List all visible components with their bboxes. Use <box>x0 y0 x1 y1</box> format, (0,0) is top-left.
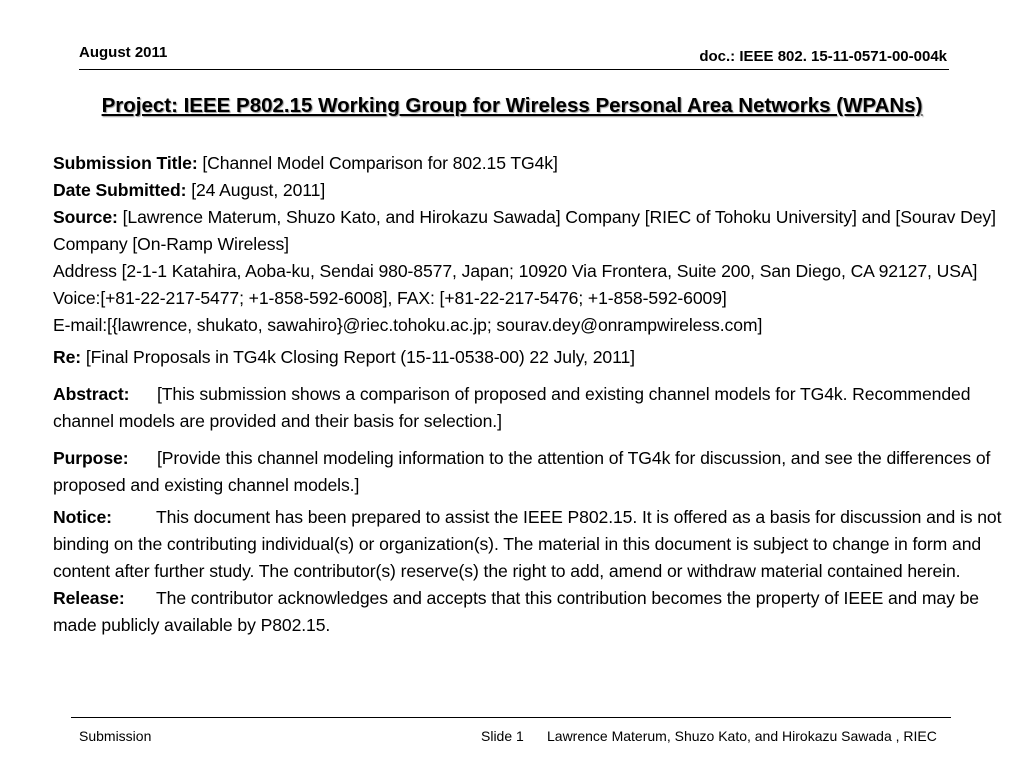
submission-title-value: [Channel Model Comparison for 802.15 TG4k] <box>197 153 558 173</box>
submission-title-label: Submission Title: <box>53 153 198 173</box>
source-value: [Lawrence Materum, Shuzo Kato, and Hirokazu Sawada] Company [RIEC of Tohoku University] and [Sourav Dey] Company [On-Ramp Wireless] <box>53 207 996 254</box>
re-value: [Final Proposals in TG4k Closing Report (15-11-0538-00) 22 July, 2011] <box>81 347 635 367</box>
date-submitted-line <box>53 177 1003 204</box>
footer-divider <box>71 717 951 718</box>
re-line <box>53 344 1003 371</box>
notice-block <box>53 504 1003 585</box>
voice-fax-line: Voice:[+81-22-217-5477; +1-858-592-6008], FAX: [+81-22-217-5476; +1-858-592-6009] <box>53 288 727 308</box>
date-submitted-value: [24 August, 2011] <box>186 180 326 200</box>
submission-title-line <box>53 150 1003 177</box>
release-value: The contributor acknowledges and accepts that this contribution becomes the property of IEEE and may be made publicly available by P802.15. <box>53 588 979 635</box>
abstract-value: [This submission shows a comparison of proposed and existing channel models for TG4k. Recommended channel models are provided and their basis for selection.] <box>53 384 971 431</box>
address-line: Address [2-1-1 Katahira, Aoba-ku, Sendai 980-8577, Japan; 10920 Via Frontera, Suite 200, San Diego, CA 92127, USA] <box>53 261 978 281</box>
footer-submission: Submission <box>79 728 152 744</box>
notice-value: This document has been prepared to assist the IEEE P802.15. It is offered as a basis for discussion and is not binding on the contributing individual(s) or organization(s). The material in this document is subject to change in form and content after further study. The contributor(s) reserve(s) the right to add, amend or withdraw material contained herein. <box>53 507 1002 581</box>
header-divider <box>79 69 949 70</box>
date-submitted-label: Date Submitted: <box>53 180 187 200</box>
header-date: August 2011 <box>79 44 168 61</box>
release-block <box>53 585 1003 639</box>
document-body <box>53 150 1003 639</box>
source-label: Source: <box>53 207 118 227</box>
header-doc-id: doc.: IEEE 802. 15-11-0571-00-004k <box>699 48 947 65</box>
release-label: Release: <box>53 588 125 608</box>
purpose-block <box>53 445 1003 499</box>
source-line <box>53 204 1003 258</box>
purpose-value: [Provide this channel modeling information to the attention of TG4k for discussion, and see the differences of proposed and existing channel models.] <box>53 448 991 495</box>
footer-slide-number: Slide 1 <box>481 728 524 744</box>
re-label: Re: <box>53 347 82 367</box>
abstract-label: Abstract: <box>53 384 130 404</box>
abstract-block <box>53 381 1003 435</box>
purpose-label: Purpose: <box>53 448 129 468</box>
email-line: E-mail:[{lawrence, shukato, sawahiro}@riec.tohoku.ac.jp; sourav.dey@onrampwireless.com] <box>53 315 763 335</box>
footer-authors: Lawrence Materum, Shuzo Kato, and Hirokazu Sawada , RIEC <box>547 728 937 744</box>
notice-label: Notice: <box>53 507 112 527</box>
page-title: Project: IEEE P802.15 Working Group for Wireless Personal Area Networks (WPANs) <box>101 94 923 117</box>
